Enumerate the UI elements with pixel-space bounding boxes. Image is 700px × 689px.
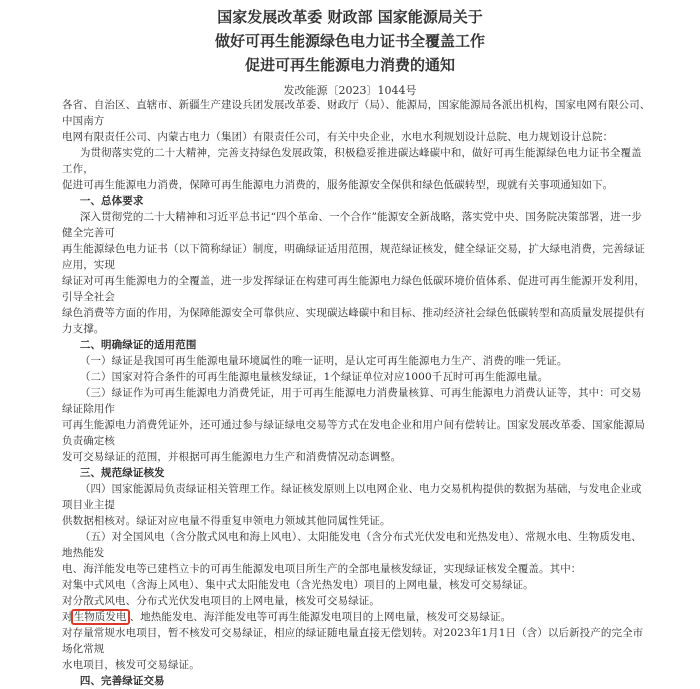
paragraph-line: （四）国家能源局负责绿证相关管理工作。绿证核发原则上以电网企业、电力交易机构提供的数据为基础，与发电企业或项目业主提 bbox=[62, 483, 642, 511]
paragraph-line: （二）国家对符合条件的可再生能源电量核发绿证，1个绿证单位对应1000千瓦时可再生能源电量。 bbox=[79, 371, 549, 383]
text-suffix: 、地热能发电、海洋能发电等可再生能源发电项目的上网电量，核发可交易绿证。 bbox=[129, 611, 512, 623]
section-heading: 一、总体要求 bbox=[79, 195, 144, 207]
title-line-1: 国家发展改革委 财政部 国家能源局关于 bbox=[217, 8, 483, 26]
title-line-3: 促进可再生能源电力消费的通知 bbox=[244, 56, 455, 74]
addressee-line: 电网有限责任公司、内蒙古电力（集团）有限责任公司，有关中央企业，水电水利规划设计总院、电力规划设计总院： bbox=[62, 131, 614, 143]
paragraph-line: 对集中式风电（含海上风电）、集中式太阳能发电（含光热发电）项目的上网电量，核发可交易绿证。 bbox=[62, 579, 534, 591]
paragraph-line: （三）绿证作为可再生能源电力消费凭证，用于可再生能源电力消费量核算、可再生能源电力消费认证等，其中：可交易绿证除用作 bbox=[62, 387, 642, 415]
paragraph-line: （五）对全国风电（含分散式风电和海上风电）、太阳能发电（含分布式光伏发电和光热发电）、常规水电、生物质发电、地热能发 bbox=[62, 531, 642, 559]
addressee-line: 各省、自治区、直辖市、新疆生产建设兵团发展改革委、财政厅（局）、能源局，国家能源局各派出机构，国家电网有限公司、中国南方 bbox=[62, 99, 651, 127]
paragraph-line: 电、海洋能发电等已建档立卡的可再生能源发电项目所生产的全部电量核发绿证，实现绿证核发全覆盖。其中： bbox=[62, 563, 582, 575]
intro-paragraph: 促进可再生能源电力消费，保障可再生能源电力消费的，服务能源安全保供和绿色低碳转型，现就有关事项通知如下。 bbox=[62, 179, 614, 191]
paragraph-line: 供数据相核对。绿证对应电量不得重复申领电力领域其他同属性凭证。 bbox=[62, 515, 391, 527]
section-heading: 四、完善绿证交易 bbox=[79, 675, 165, 687]
paragraph-line: 可再生能源电力消费凭证外，还可通过参与绿证绿电交易等方式在发电企业和用户间有偿转让。国家发展改革委、国家能源局负责确定核 bbox=[62, 419, 645, 447]
document-body bbox=[62, 97, 652, 689]
paragraph-line: 绿色消费等方面的作用，为保障能源安全可靠供应、实现碳达峰碳中和目标、推动经济社会绿色低碳转型和高质量发展提供有力支撑。 bbox=[62, 307, 645, 335]
paragraph-line: 对存量常规水电项目，暂不核发可交易绿证，相应的绿证随电量直接无偿划转。对2023年1月1日（含）以后新投产的完全市场化常规 bbox=[62, 627, 644, 655]
text-prefix: 对 bbox=[62, 611, 73, 623]
paragraph-line: 水电项目，核发可交易绿证。 bbox=[62, 659, 200, 671]
document-number: 发改能源〔2023〕1044号 bbox=[283, 84, 417, 97]
title-line-2: 做好可再生能源绿色电力证书全覆盖工作 bbox=[214, 32, 485, 50]
paragraph-line: 绿证对可再生能源电力的全覆盖，进一步发挥绿证在构建可再生能源电力绿色低碳环境价值体系、促进可再生能源开发利用，引导全社会 bbox=[62, 275, 645, 303]
paragraph-line: 对分散式风电、分布式光伏发电项目的上网电量，核发可交易绿证。 bbox=[62, 595, 380, 607]
section-heading: 三、规范绿证核发 bbox=[79, 467, 165, 479]
paragraph-line: 再生能源绿色电力证书（以下简称绿证）制度，明确绿证适用范围，规范绿证核发，健全绿证交易，扩大绿电消费，完善绿证应用，实现 bbox=[62, 243, 645, 271]
intro-paragraph: 为贯彻落实党的二十大精神，完善支持绿色发展政策，积极稳妥推进碳达峰碳中和，做好可再生能源绿色电力证书全覆盖工作， bbox=[62, 147, 642, 175]
paragraph-line: 深入贯彻党的二十大精神和习近平总书记“四个革命、一个合作”能源安全新战略，落实党中央、国务院决策部署，进一步健全完善可 bbox=[62, 211, 642, 239]
section-heading: 二、明确绿证的适用范围 bbox=[79, 339, 197, 351]
paragraph-line: 发可交易绿证的范围，并根据可再生能源电力生产和消费情况动态调整。 bbox=[62, 451, 402, 463]
paragraph-line bbox=[62, 609, 652, 625]
paragraph-line: （一）绿证是我国可再生能源电量环境属性的唯一证明，是认定可再生能源电力生产、消费的唯一凭证。 bbox=[79, 355, 568, 367]
highlight-box: 生物质发电 bbox=[71, 609, 130, 625]
